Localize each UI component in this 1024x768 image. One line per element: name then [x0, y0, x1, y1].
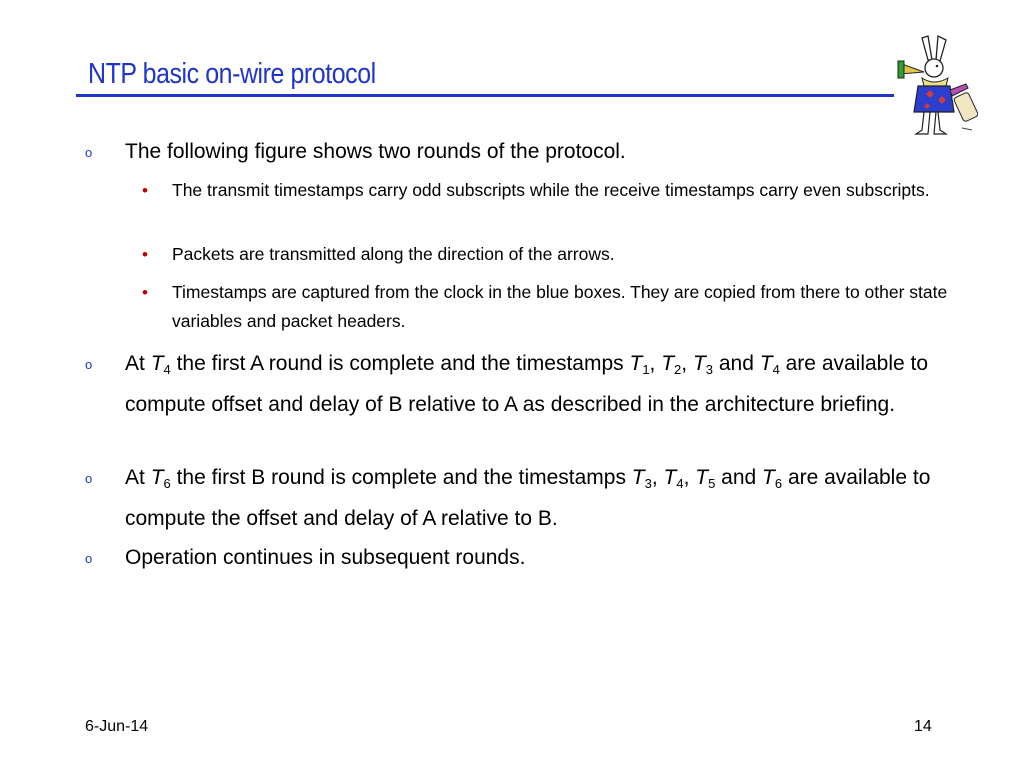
page-number: 14 — [914, 718, 932, 735]
sub-bullet-2 — [142, 240, 952, 269]
sub-bullet-marker: • — [142, 245, 148, 264]
slide-title: NTP basic on-wire protocol — [88, 58, 376, 90]
bullet-text: At $T_4$ the first A round is complete and the timestamps $T_1$, $T_2$, $T_3$ and $T_4$ are available to compute offset and delay of B relative to A as described in the architecture briefing. — [125, 352, 929, 416]
bullet-2 — [85, 346, 945, 422]
sub-bullet-text: The transmit timestamps carry odd subscripts while the receive timestamps carry even subscripts. — [172, 180, 930, 200]
bullet-marker: o — [85, 145, 93, 160]
bullet-text: At $T_6$ the first B round is complete and the timestamps $T_3$, $T_4$, $T_5$ and $T_6$ are available to compute the offset and delay of A relative to B. — [125, 466, 931, 530]
bullet-1 — [85, 134, 945, 169]
bullet-text: Operation continues in subsequent rounds. — [125, 546, 526, 569]
bullet-text: The following figure shows two rounds of the protocol. — [125, 140, 626, 163]
sub-bullet-marker: • — [142, 283, 148, 302]
sub-bullet-3 — [142, 278, 952, 336]
sub-bullet-text: Timestamps are captured from the clock in the blue boxes. They are copied from there to other state variables and packet headers. — [172, 282, 948, 331]
bullet-marker: o — [85, 471, 93, 486]
sub-bullet-1 — [142, 176, 952, 205]
footer-date: 6-Jun-14 — [85, 718, 149, 735]
bullet-marker: o — [85, 357, 93, 372]
sub-bullet-marker: • — [142, 181, 148, 200]
bullet-3 — [85, 460, 945, 536]
sub-bullet-text: Packets are transmitted along the direction of the arrows. — [172, 244, 615, 264]
bullet-4 — [85, 540, 945, 575]
bullet-marker: o — [85, 551, 93, 566]
